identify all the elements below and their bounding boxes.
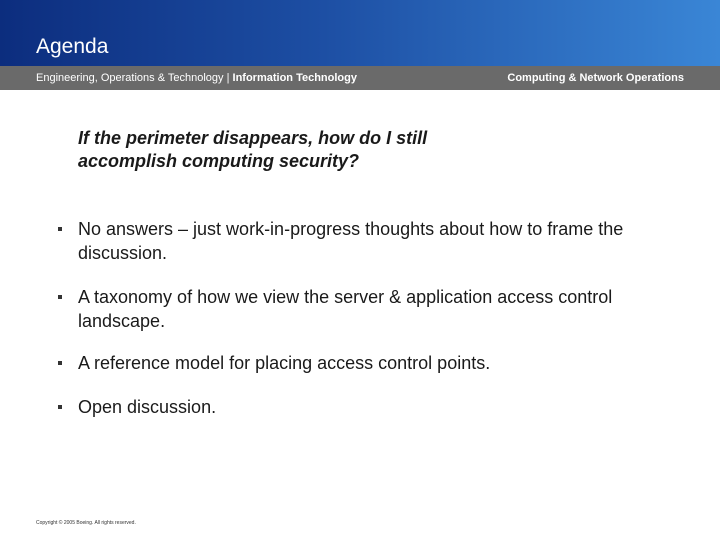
bullet-text: Open discussion. <box>78 397 217 417</box>
department-label: Computing & Network Operations <box>507 72 684 84</box>
copyright-footer: Copyright © 2005 Boeing. All rights reserved. <box>36 520 136 526</box>
org-highlight: Information Technology <box>232 72 357 84</box>
bullet-marker-icon <box>58 405 62 409</box>
bullet-marker-icon <box>58 227 62 231</box>
org-breadcrumb <box>36 71 357 85</box>
bullet-text: A reference model for placing access control points. <box>78 353 491 373</box>
agenda-question: If the perimeter disappears, how do I still accomplish computing security? <box>78 128 428 171</box>
slide-title: Agenda <box>36 35 109 58</box>
org-path: Engineering, Operations & Technology | <box>36 72 233 84</box>
subheader-bar <box>0 66 720 90</box>
bullet-marker-icon <box>58 295 62 299</box>
bullet-text: No answers – just work-in-progress thoughts about how to frame the discussion. <box>78 219 624 263</box>
title-bar <box>0 0 720 66</box>
bullet-marker-icon <box>58 361 62 365</box>
bullet-text: A taxonomy of how we view the server & application access control landscape. <box>78 287 613 331</box>
